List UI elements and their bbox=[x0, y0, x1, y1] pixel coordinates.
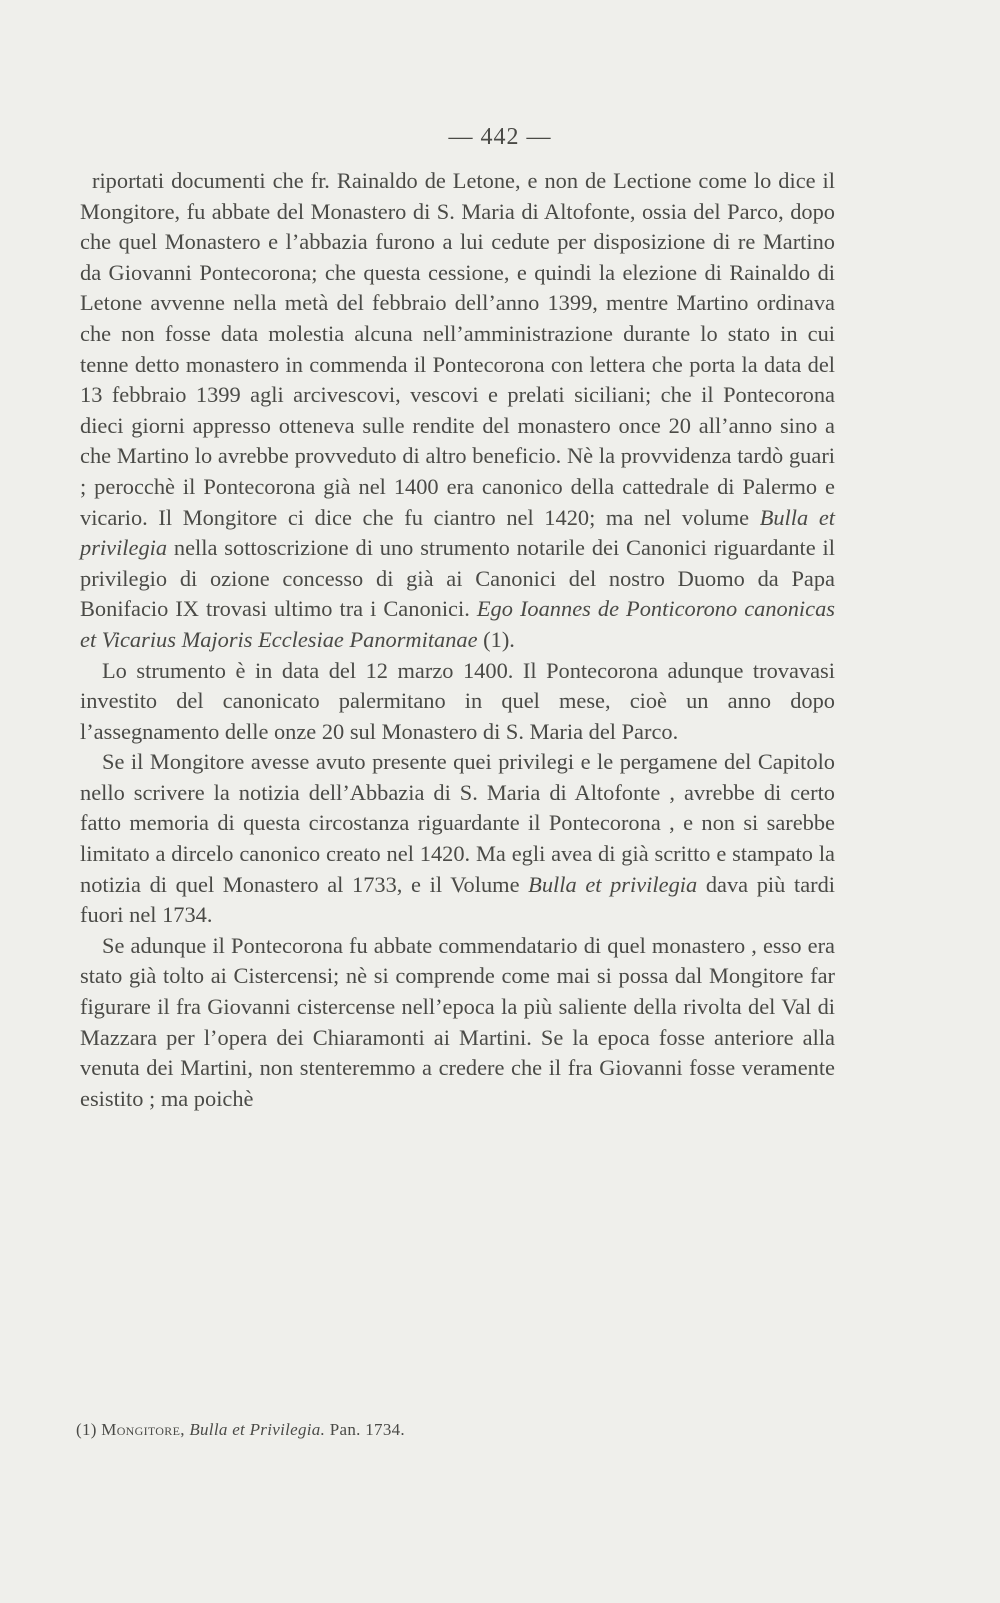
italic-title: Bulla et privilegia bbox=[528, 871, 698, 897]
text-segment: riportati documenti che fr. Rainaldo de Letone, e non de Lectione come lo dice il Mongitore, fu abbate del Monastero di S. Maria di Altofonte, ossia del Parco, dopo che quel Monastero e l’abbazia furono a lui cedute per disposizione di re Martino da Giovanni Pontecorona; che questa cessione, e quindi la elezione di Rainaldo di Letone avvenne nella metà del febbraio dell’anno 1399, mentre Martino ordinava che non fosse data molestia alcuna nell’amministrazione durante lo stato in cui tenne detto monastero in commenda il Pontecorona con lettera che porta la data del 13 febbraio 1399 agli arcivescovi, vescovi e prelati siciliani; che il Pontecorona dieci giorni appresso otteneva sulle rendite del monastero once 20 all’anno sino a che Martino lo avrebbe provveduto di altro beneficio. Nè la provvidenza tardò guari ; perocchè il Pontecorona già nel 1400 era canonico della cattedrale di Palermo e vicario. Il Mongitore ci dice che fu ciantro nel 1420; ma nel volume bbox=[80, 168, 835, 530]
text-segment: dava più tardi fuori nel 1734. bbox=[80, 871, 836, 928]
text-segment: Lo strumento è in data del 12 marzo 1400. Il Pontecorona adunque trovavasi investito del canonicato palermitano in quel mese, cioè un anno dopo l’assegnamento delle onze 20 sul Monastero di S. Maria del Parco. bbox=[80, 657, 835, 744]
italic-title: Bulla et privilegia bbox=[80, 504, 835, 561]
text-segment: Se adunque il Pontecorona fu abbate commendatario di quel monastero , esso era stato già tolto ai Cistercensi; nè si comprende come mai si possa dal Mongitore far figurare il fra Giovanni cistercense nell’epoca la più saliente della rivolta del Val di Mazzara per l’opera dei Chiaramonti ai Martini. Se la epoca fosse anteriore alla venuta dei Martini, non stenteremmo a credere che il fra Giovanni fosse veramente esistito ; ma poichè bbox=[80, 932, 835, 1111]
footnote-citation: Pan. 1734. bbox=[325, 1420, 405, 1439]
paragraph-2 bbox=[80, 656, 835, 748]
page-number: — 442 — bbox=[448, 124, 552, 150]
latin-quotation: Ego Ioannes de Ponticorono canonicas et Vicarius Majoris Ecclesiae Panormitanae bbox=[80, 596, 835, 652]
paragraph-1 bbox=[80, 166, 835, 656]
paragraph-3 bbox=[80, 747, 835, 931]
main-text bbox=[80, 166, 835, 1114]
footnote bbox=[76, 1418, 836, 1442]
text-segment: nella sottoscrizione di uno strumento notarile dei Canonici riguardante il privilegio di ozione concesso di già ai Canonici del nostro Duomo da Papa Bonifacio IX trovasi ultimo tra i Canonici. bbox=[80, 535, 835, 622]
footnote-title: Bulla et Privilegia. bbox=[189, 1420, 326, 1439]
footnote-marker: (1) bbox=[76, 1420, 102, 1439]
paragraph-4 bbox=[80, 931, 835, 1115]
footnote-author: Mongitore, bbox=[101, 1420, 185, 1439]
text-segment: Se il Mongitore avesse avuto presente quei privilegi e le pergamene del Capitolo nello scrivere la notizia dell’Abbazia di S. Maria di Altofonte , avrebbe di certo fatto memoria di questa circostanza riguardante il Pontecorona , e non si sarebbe limitato a dircelo canonico creato nel 1420. Ma egli avea di già scritto e stampato la notizia di quel Monastero al 1733, e il Volume bbox=[80, 749, 835, 897]
footnote-reference: (1). bbox=[477, 626, 515, 652]
